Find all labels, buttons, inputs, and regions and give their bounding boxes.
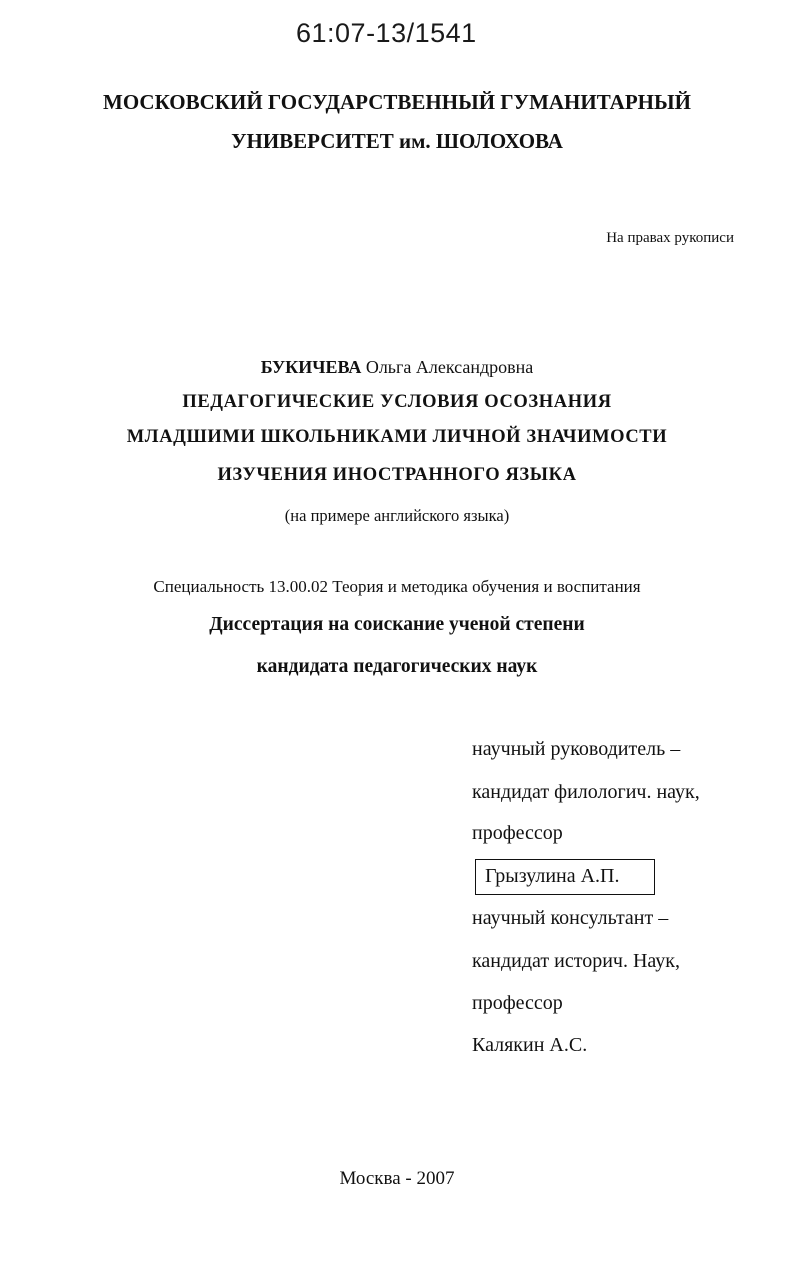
title-line-1: ПЕДАГОГИЧЕСКИЕ УСЛОВИЯ ОСОЗНАНИЯ [182,392,612,412]
author-name [0,357,794,378]
consultant-name: Калякин А.С. [472,1034,588,1056]
author-surname: БУКИЧЕВА [260,357,362,377]
title-line-2: МЛАДШИМИ ШКОЛЬНИКАМИ ЛИЧНОЙ ЗНАЧИМОСТИ [126,427,668,447]
university-name-line-2: УНИВЕРСИТЕТ им. ШОЛОХОВА [231,129,563,153]
dissertation-degree-line-2: кандидата педагогических наук [256,656,538,677]
consultant-role: научный консультант – [472,907,669,929]
dissertation-degree-line-1: Диссертация на соискание ученой степени [209,614,585,635]
manuscript-rights-note: На правах рукописи [606,230,734,246]
supervisor-name-box: Грызулина А.П. [475,859,655,895]
supervisor-degree: кандидат филологич. наук, [472,781,700,803]
supervisor-title: профессор [472,822,563,844]
specialty: Специальность 13.00.02 Теория и методика обучения и воспитания [153,577,641,596]
university-name-line-1: МОСКОВСКИЙ ГОСУДАРСТВЕННЫЙ ГУМАНИТАРНЫЙ [103,90,691,114]
supervisor-role: научный руководитель – [472,738,681,760]
title-line-3: ИЗУЧЕНИЯ ИНОСТРАННОГО ЯЗЫКА [217,465,577,485]
author-given-names: Ольга Александровна [365,357,534,377]
archive-stamp-number: 61:07-13/1541 [296,18,477,48]
city-and-year: Москва - 2007 [339,1168,455,1189]
title-subtitle: (на примере английского языка) [284,506,510,525]
consultant-title: профессор [472,992,563,1014]
consultant-degree: кандидат историч. Наук, [472,950,680,972]
